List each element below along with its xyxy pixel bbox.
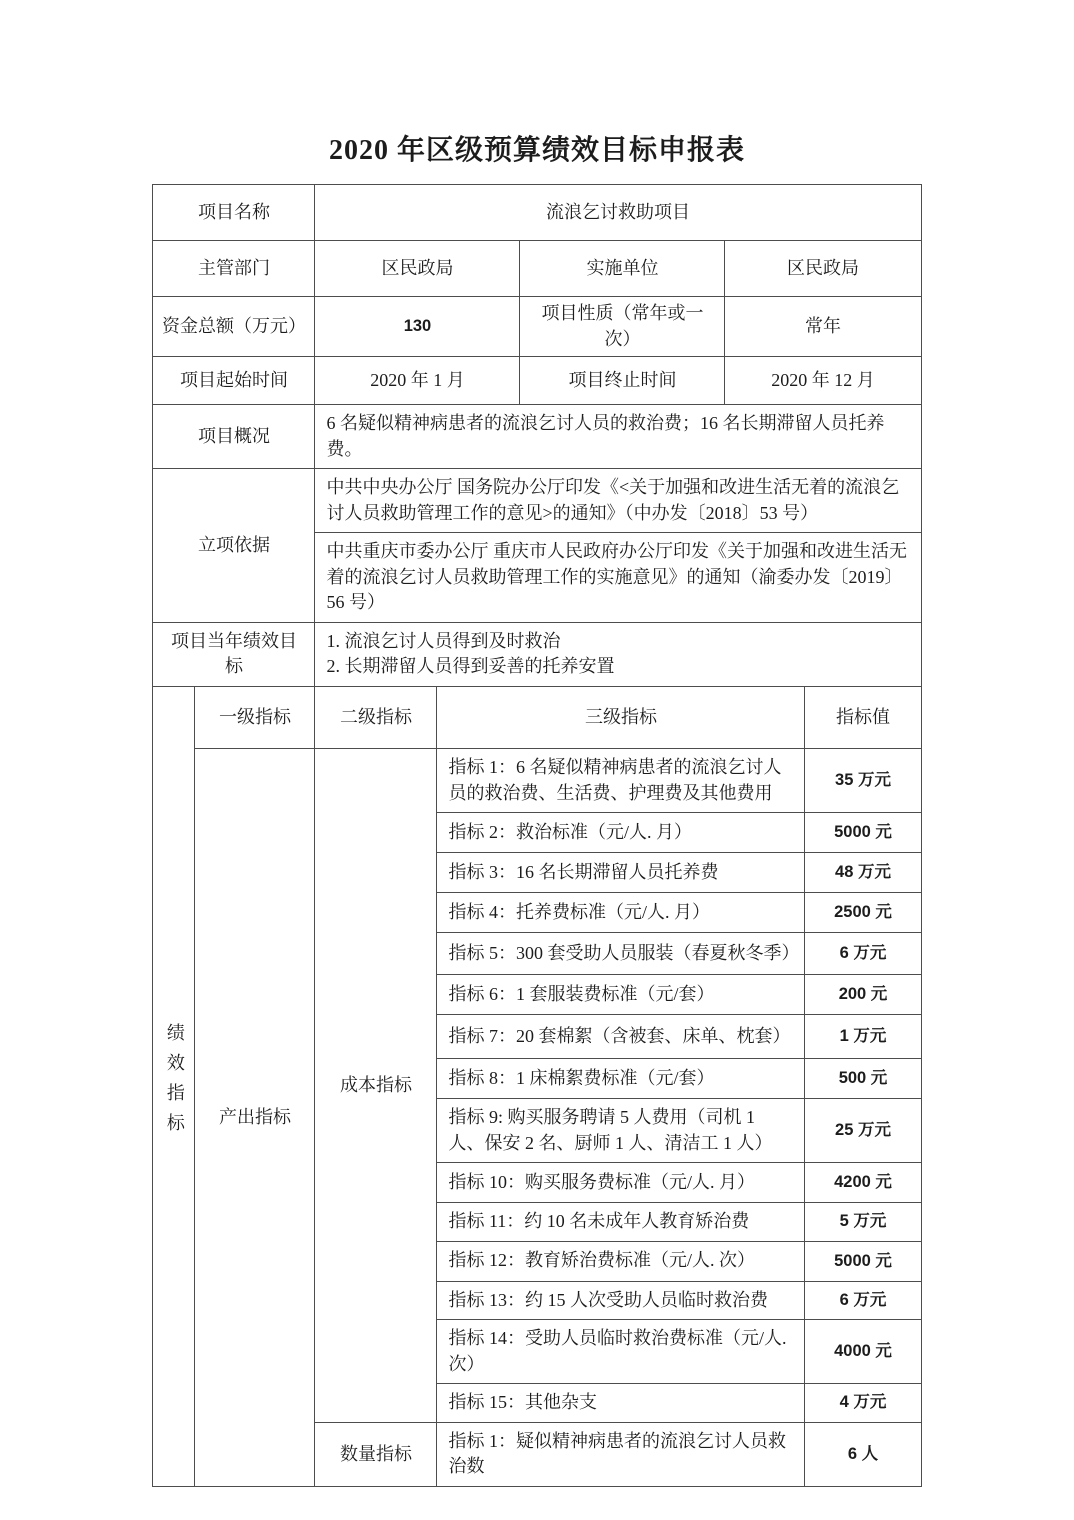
indicator-value: 4 万元 (805, 1384, 921, 1423)
basis-text-1: 中共中央办公厅 国务院办公厅印发《<关于加强和改进生活无着的流浪乞讨人员救助管理工作的意见>的通知》（中办发〔2018〕53 号） (315, 469, 921, 533)
indicator-label: 指标 6：1 套服装费标准（元/套） (437, 975, 805, 1015)
start-date-label: 项目起始时间 (153, 357, 315, 405)
indicator-value: 6 万元 (805, 1281, 921, 1320)
indicator-value: 1 万元 (805, 1015, 921, 1059)
start-date-value: 2020 年 1 月 (315, 357, 520, 405)
impl-value: 区民政局 (725, 241, 921, 297)
indicator-value: 5 万元 (805, 1203, 921, 1242)
budget-value: 130 (315, 297, 520, 357)
budget-label: 资金总额（万元） (153, 297, 315, 357)
overview-text: 6 名疑似精神病患者的流浪乞讨人员的救治费；16 名长期滞留人员托养费。 (315, 405, 921, 469)
basis-label: 立项依据 (153, 469, 315, 623)
indicator-label: 指标 12：教育矫治费标准（元/人. 次） (437, 1241, 805, 1281)
goals-label (153, 622, 315, 686)
indicator-value: 6 人 (805, 1422, 921, 1486)
indicator-value: 5000 元 (805, 813, 921, 853)
basis-text-2: 中共重庆市委办公厅 重庆市人民政府办公厅印发《关于加强和改进生活无着的流浪乞讨人员救助管理工作的实施意见》的通知（渝委办发〔2019〕56 号） (315, 533, 921, 623)
indicator-label: 指标 14：受助人员临时救治费标准（元/人. 次） (437, 1320, 805, 1384)
project-name-label: 项目名称 (153, 185, 315, 241)
row-overview (153, 405, 921, 469)
indicator-value: 2500 元 (805, 893, 921, 933)
row-indicator-header (153, 687, 921, 749)
performance-indicator-vertical-label: 绩效指标 (164, 1022, 185, 1143)
indicator-value: 35 万元 (805, 749, 921, 813)
impl-label: 实施单位 (520, 241, 725, 297)
dept-value: 区民政局 (315, 241, 520, 297)
indicator-label: 指标 4：托养费标准（元/人. 月） (437, 893, 805, 933)
header-level3: 三级指标 (437, 687, 805, 749)
indicator-label: 指标 2：救治标准（元/人. 月） (437, 813, 805, 853)
indicator-value: 4200 元 (805, 1163, 921, 1203)
row-basis-1 (153, 469, 921, 533)
indicator-label: 指标 7：20 套棉絮（含被套、床单、枕套） (437, 1015, 805, 1059)
goals-text (315, 622, 921, 686)
document-title: 2020 年区级预算绩效目标申报表 (328, 135, 745, 166)
indicator-label: 指标 11：约 10 名未成年人教育矫治费 (437, 1203, 805, 1242)
goal-item-2: 2. 长期滞留人员得到妥善的托养安置 (326, 656, 615, 677)
indicator-label: 指标 5：300 套受助人员服装（春夏秋冬季） (437, 933, 805, 975)
indicator-label: 指标 9: 购买服务聘请 5 人费用（司机 1 人、保安 2 名、厨师 1 人、清洁工 1 人） (437, 1099, 805, 1163)
row-goals (153, 622, 921, 686)
level1-output-cell: 产出指标 (195, 749, 315, 1487)
indicator-value: 4000 元 (805, 1320, 921, 1384)
end-date-value: 2020 年 12 月 (725, 357, 921, 405)
indicator-value: 6 万元 (805, 933, 921, 975)
row-dates (153, 357, 921, 405)
indicator-value: 48 万元 (805, 853, 921, 893)
indicator-label: 指标 8：1 床棉絮费标准（元/套） (437, 1059, 805, 1099)
goals-label-text: 项目当年绩效目标 (170, 630, 297, 677)
row-departments (153, 241, 921, 297)
level2-cost-cell: 成本指标 (315, 749, 437, 1423)
indicator-label: 指标 3：16 名长期滞留人员托养费 (437, 853, 805, 893)
indicator-label: 指标 15：其他杂支 (437, 1384, 805, 1423)
row-project-name (153, 185, 921, 241)
indicator-label: 指标 1：疑似精神病患者的流浪乞讨人员救治数 (437, 1422, 805, 1486)
indicator-value: 200 元 (805, 975, 921, 1015)
nature-label: 项目性质（常年或一次） (520, 297, 725, 357)
dept-label: 主管部门 (153, 241, 315, 297)
performance-indicator-section-cell (153, 687, 195, 1487)
indicator-value: 500 元 (805, 1059, 921, 1099)
indicator-label: 指标 10：购买服务费标准（元/人. 月） (437, 1163, 805, 1203)
indicator-row (153, 749, 921, 813)
header-level1: 一级指标 (195, 687, 315, 749)
header-value: 指标值 (805, 687, 921, 749)
overview-label: 项目概况 (153, 405, 315, 469)
goal-item-1: 1. 流浪乞讨人员得到及时救治 (326, 630, 561, 651)
nature-value: 常年 (725, 297, 921, 357)
indicator-value: 5000 元 (805, 1241, 921, 1281)
row-budget-nature (153, 297, 921, 357)
header-level2: 二级指标 (315, 687, 437, 749)
level2-quantity-cell: 数量指标 (315, 1422, 437, 1486)
indicator-label: 指标 13：约 15 人次受助人员临时救治费 (437, 1281, 805, 1320)
end-date-label: 项目终止时间 (520, 357, 725, 405)
indicator-value: 25 万元 (805, 1099, 921, 1163)
indicator-label: 指标 1：6 名疑似精神病患者的流浪乞讨人员的救治费、生活费、护理费及其他费用 (437, 749, 805, 813)
declaration-table (152, 184, 921, 1487)
project-name-value: 流浪乞讨救助项目 (315, 185, 921, 241)
